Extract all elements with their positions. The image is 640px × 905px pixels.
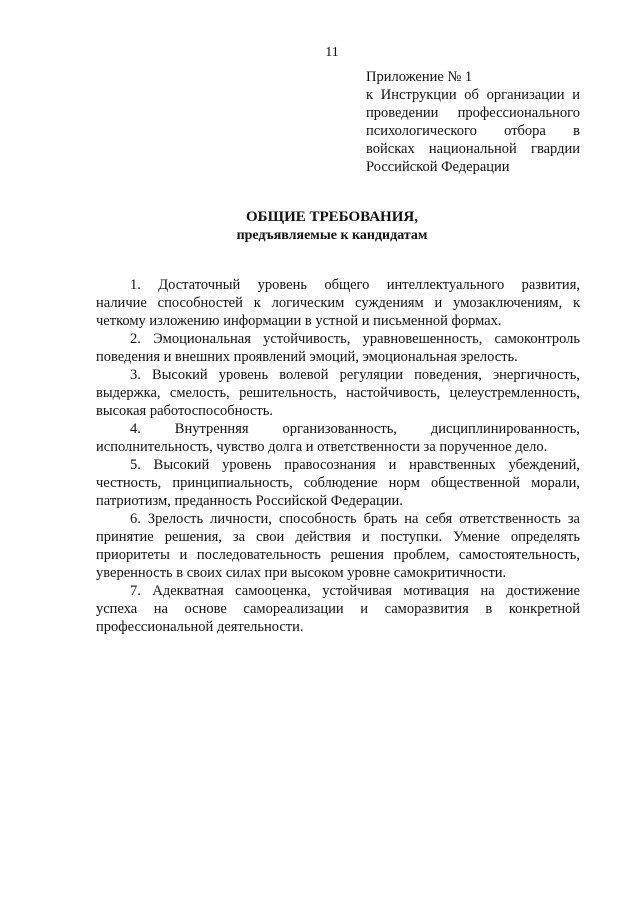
list-item-line: 2. Эмоциональная устойчивость, уравновешенность, самоконтроль — [130, 331, 580, 347]
appendix-line: психологического отбора в — [366, 123, 580, 139]
list-item-line: высокая работоспособность. — [96, 403, 273, 419]
title-subheading: предъявляемые к кандидатам — [236, 228, 428, 243]
list-item-line: 6. Зрелость личности, способность брать на себя ответственность за — [130, 511, 580, 527]
list-item-line: наличие способностей к логическим суждениям и умозаключениям, к — [96, 295, 580, 311]
appendix-line: войсках национальной гвардии — [366, 141, 580, 157]
list-item-line: 7. Адекватная самооценка, устойчивая мотивация на достижение — [130, 583, 580, 599]
list-item-line: патриотизм, преданность Российской Федерации. — [96, 493, 403, 509]
list-item-line: четкому изложению информации в устной и письменной формах. — [96, 313, 502, 329]
appendix-header — [366, 68, 580, 176]
title-heading: ОБЩИЕ ТРЕБОВАНИЯ, — [246, 209, 418, 225]
list-item-line: успеха на основе самореализации и саморазвития в конкретной — [96, 601, 580, 617]
list-item-line: поведения и внешних проявлений эмоций, эмоциональная зрелость. — [96, 349, 518, 365]
list-item-line: приоритеты и последовательность решения проблем, самостоятельность, — [96, 547, 580, 563]
list-item-line: 1. Достаточный уровень общего интеллектуального развития, — [130, 277, 580, 293]
appendix-number: Приложение № 1 — [366, 69, 473, 85]
list-item-line: исполнительность, чувство долга и ответственности за порученное дело. — [96, 439, 548, 455]
list-item-line: 4. Внутренняя организованность, дисциплинированность, — [130, 421, 580, 437]
list-item-line: 3. Высокий уровень волевой регуляции поведения, энергичность, — [130, 367, 580, 383]
list-item-line: честность, принципиальность, соблюдение норм общественной морали, — [96, 475, 580, 491]
requirements-list — [96, 276, 580, 636]
document-title — [0, 207, 640, 245]
list-item-line: профессиональной деятельности. — [96, 619, 304, 635]
appendix-line: к Инструкции об организации и — [366, 87, 580, 103]
page-number: 11 — [325, 45, 339, 60]
list-item-line: 5. Высокий уровень правосознания и нравственных убеждений, — [130, 457, 580, 473]
list-item-line: выдержка, смелость, решительность, настойчивость, целеустремленность, — [96, 385, 580, 401]
appendix-line: проведении профессионального — [366, 105, 580, 121]
list-item-line: принятие решения, за свои действия и поступки. Умение определять — [96, 529, 580, 545]
list-item-line: уверенность в своих силах при высоком уровне самокритичности. — [96, 565, 507, 581]
appendix-line: Российской Федерации — [366, 159, 510, 175]
